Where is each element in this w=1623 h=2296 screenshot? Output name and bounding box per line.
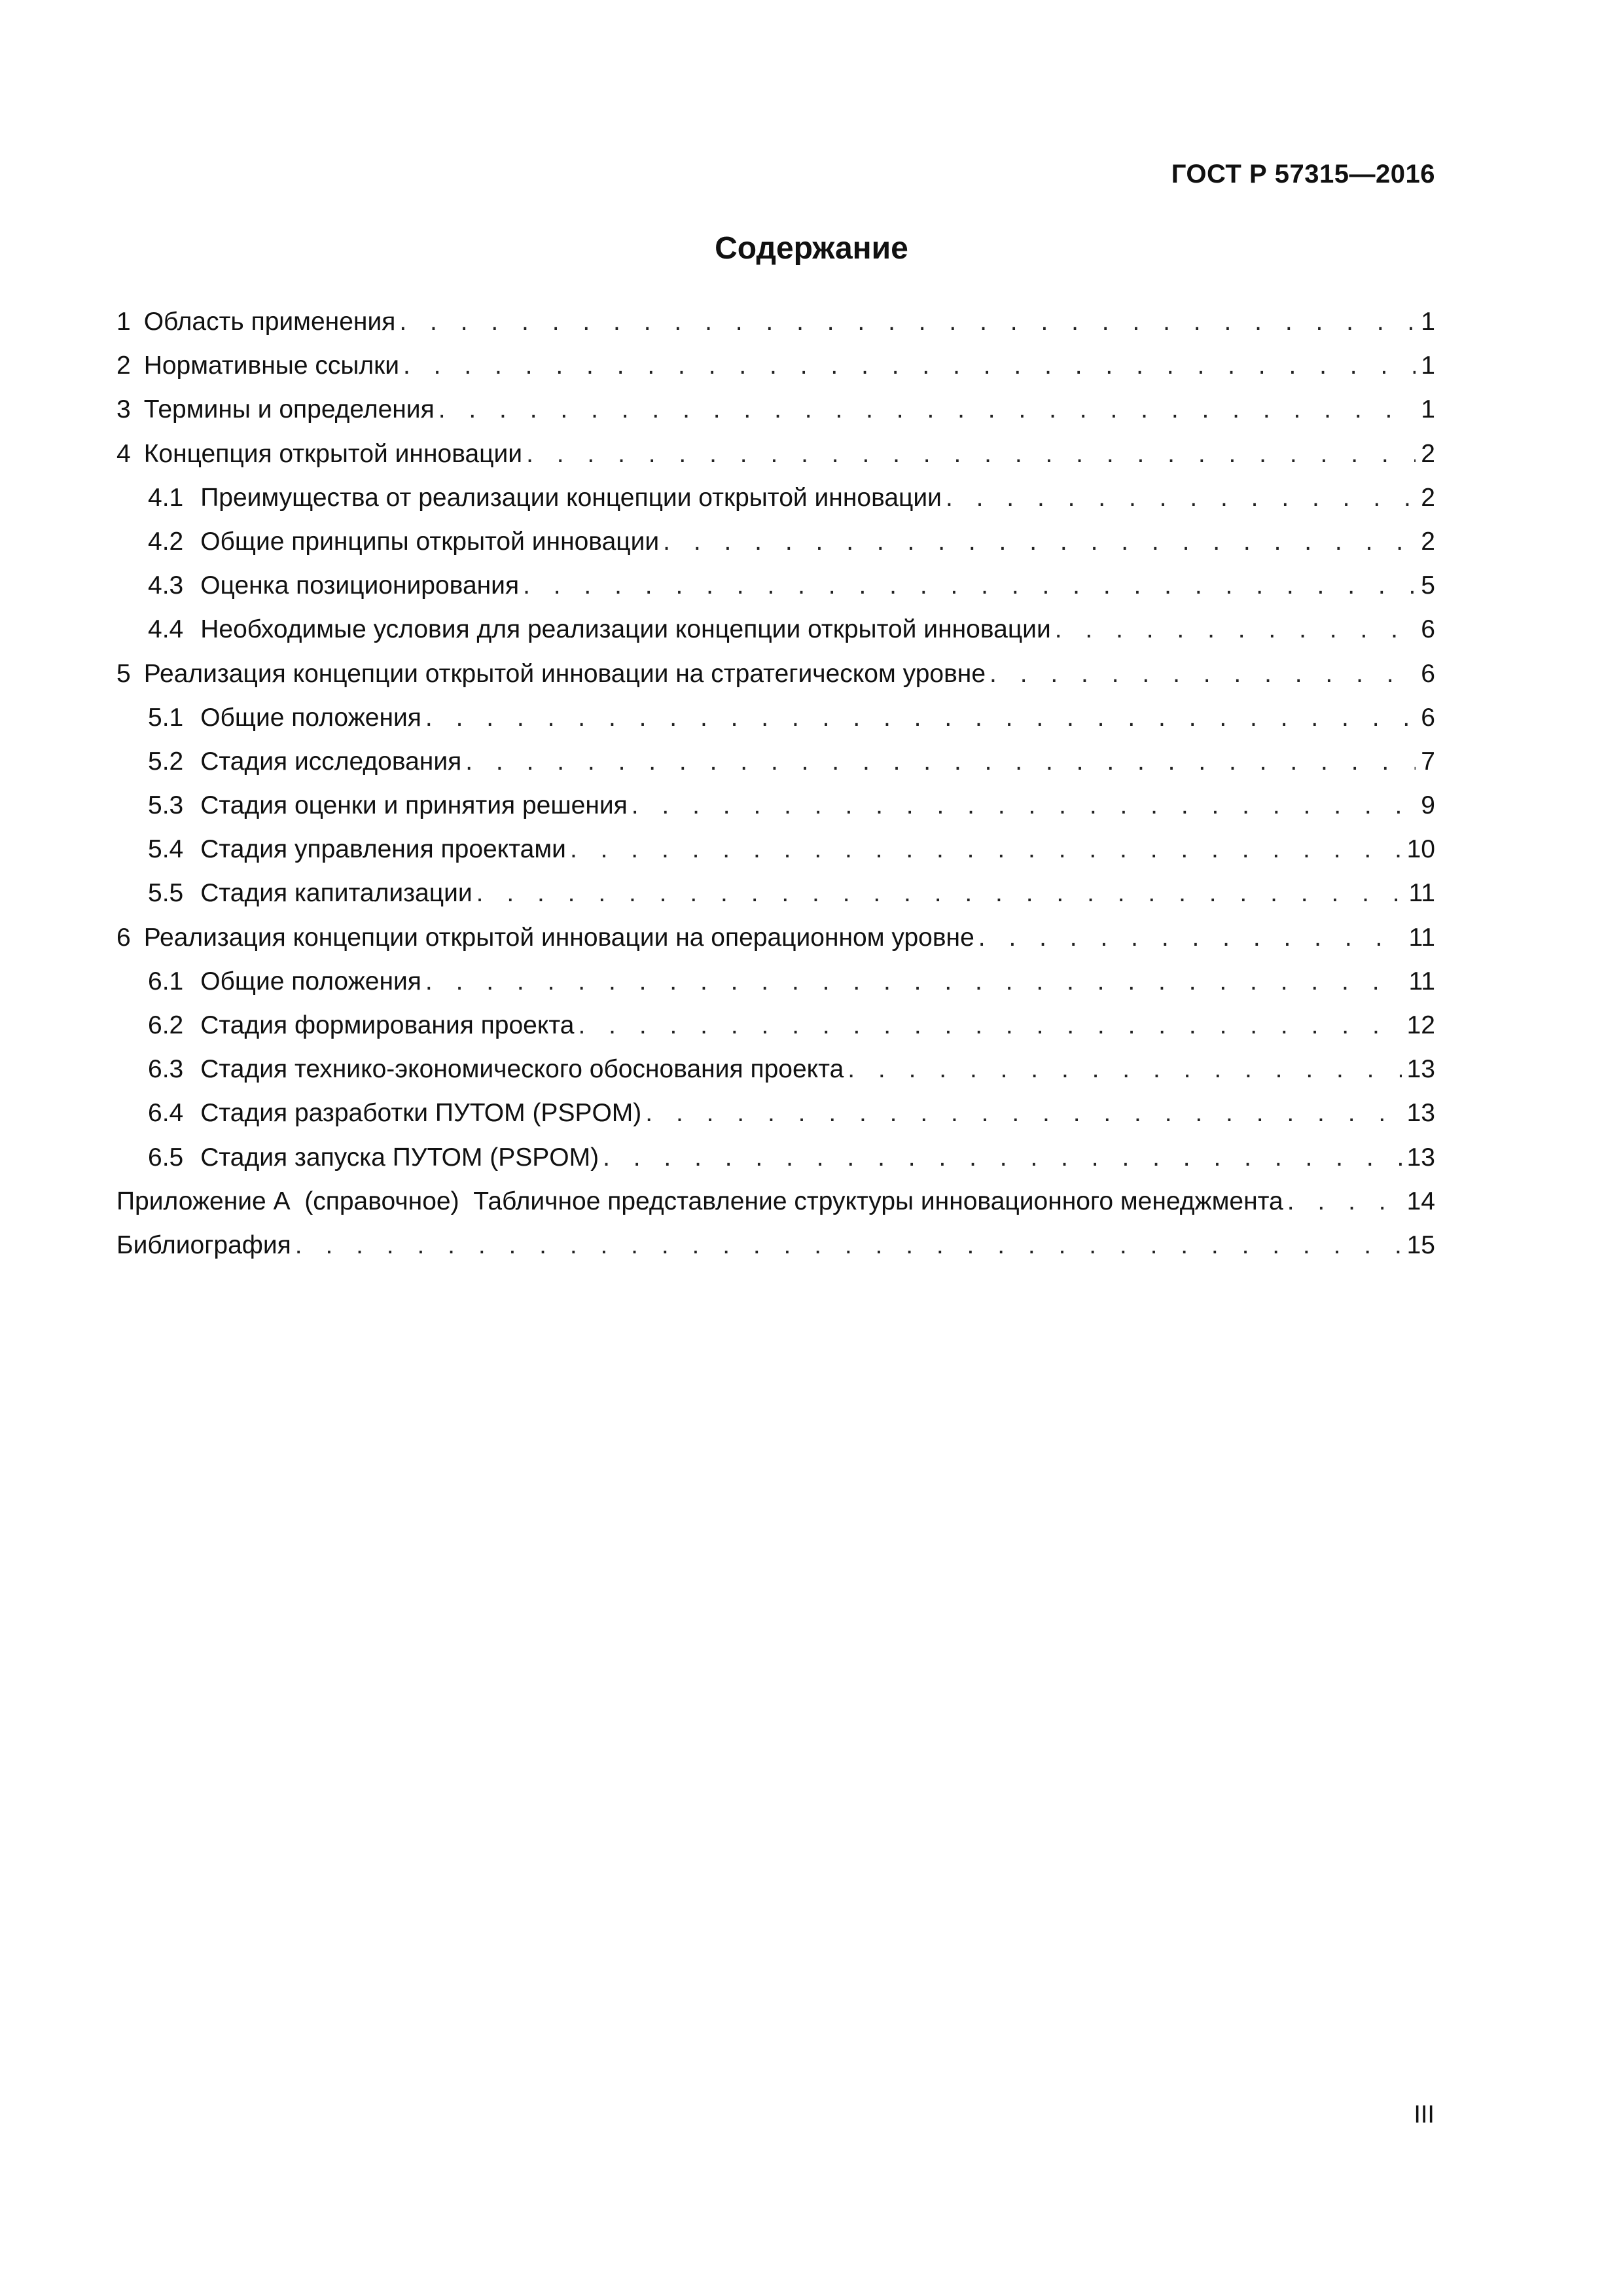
toc-entry[interactable] [116, 387, 1435, 431]
toc-entry-number: 3 [116, 395, 131, 424]
toc-entry-page: 14 [1406, 1187, 1435, 1215]
toc-entry-number: 5 [116, 659, 131, 688]
toc-entry-label: Стадия капитализации [200, 879, 473, 908]
toc-entry-label: Термины и определения [143, 395, 435, 424]
page-number: III [1414, 2101, 1435, 2128]
toc-entry-number: 4 [116, 439, 131, 468]
toc-entry-bibliography[interactable] [116, 1223, 1435, 1267]
toc-leader-dots [465, 740, 1416, 783]
toc-leader-dots [425, 960, 1404, 1003]
toc-entry[interactable] [116, 1003, 1435, 1047]
toc-entry-label: Общие положения [200, 703, 421, 732]
toc-entry-page: 2 [1421, 527, 1435, 556]
toc-entry[interactable] [116, 1047, 1435, 1091]
toc-entry[interactable] [116, 916, 1435, 960]
toc-entry-number: 6.4 [148, 1099, 184, 1128]
toc-leader-dots [663, 520, 1416, 564]
toc-entry[interactable] [116, 652, 1435, 696]
toc-entry-page: 9 [1421, 791, 1435, 820]
toc-entry-page: 1 [1421, 351, 1435, 380]
toc-entry-page: 13 [1406, 1143, 1435, 1172]
toc-entry-number: 6.3 [148, 1055, 184, 1084]
toc-entry-number: 4.1 [148, 483, 184, 512]
toc-entry-label: Область применения [143, 308, 396, 336]
toc-leader-dots [1287, 1179, 1402, 1223]
toc-leader-dots [425, 696, 1416, 740]
toc-entry-number: 6.2 [148, 1011, 184, 1039]
toc-entry[interactable] [116, 607, 1435, 651]
toc-leader-dots [645, 1091, 1401, 1135]
toc-entry-number: 5.4 [148, 835, 184, 864]
toc-entry-number: 2 [116, 351, 131, 380]
toc-entry-label: Общие принципы открытой инновации [200, 527, 660, 556]
toc-leader-dots [847, 1047, 1401, 1091]
toc-entry-appendix[interactable] [116, 1179, 1435, 1223]
toc-leader-dots [526, 432, 1416, 476]
toc-leader-dots [476, 871, 1404, 915]
toc-entry-number: 5.2 [148, 747, 184, 776]
toc-entry-page: 11 [1408, 967, 1435, 996]
toc-entry-number: 5.3 [148, 791, 184, 820]
toc-entry[interactable] [116, 476, 1435, 520]
toc-entry-page: 15 [1406, 1230, 1435, 1259]
toc-entry-label: Реализация концепции открытой инновации на стратегическом уровне [143, 659, 986, 688]
toc-entry-page: 2 [1421, 439, 1435, 468]
document-standard-header: ГОСТ Р 57315—2016 [1171, 160, 1435, 188]
toc-entry-page: 1 [1421, 308, 1435, 336]
toc-leader-dots [523, 564, 1416, 607]
toc-entry[interactable] [116, 1091, 1435, 1135]
toc-entry-page: 10 [1406, 835, 1435, 864]
toc-title: Содержание [715, 231, 908, 266]
toc-leader-dots [990, 652, 1416, 696]
toc-leader-dots [399, 300, 1416, 344]
toc-entry-label: Общие положения [200, 967, 421, 996]
toc-leader-dots [946, 476, 1416, 520]
toc-entry-label: Библиография [116, 1230, 291, 1259]
toc-entry-label: Нормативные ссылки [143, 351, 399, 380]
toc-entry-label: Приложение А (справочное) Табличное представление структуры инновационного менеджмента [116, 1187, 1283, 1215]
toc-entry-page: 5 [1421, 571, 1435, 600]
toc-entry-page: 13 [1406, 1099, 1435, 1128]
toc-leader-dots [438, 387, 1416, 431]
toc-leader-dots [603, 1136, 1402, 1179]
toc-entry-page: 2 [1421, 483, 1435, 512]
toc-entry-page: 6 [1421, 703, 1435, 732]
toc-leader-dots [632, 783, 1416, 827]
toc-entry-label: Стадия разработки ПУТОМ (PSPOM) [200, 1099, 642, 1128]
toc-entry-page: 11 [1408, 879, 1435, 908]
toc-leader-dots [403, 344, 1416, 387]
toc-entry-number: 6.1 [148, 967, 184, 996]
toc-leader-dots [295, 1223, 1402, 1267]
toc-entry-label: Стадия управления проектами [200, 835, 566, 864]
toc-entry-label: Необходимые условия для реализации концепции открытой инновации [200, 615, 1051, 644]
table-of-contents [116, 300, 1435, 1267]
toc-entry-label: Преимущества от реализации концепции открытой инновации [200, 483, 942, 512]
toc-entry[interactable] [116, 300, 1435, 344]
toc-leader-dots [579, 1003, 1402, 1047]
toc-entry-number: 4.4 [148, 615, 184, 644]
toc-entry[interactable] [116, 960, 1435, 1003]
toc-entry-page: 6 [1421, 659, 1435, 688]
toc-entry[interactable] [116, 783, 1435, 827]
toc-entry[interactable] [116, 827, 1435, 871]
toc-entry-label: Реализация концепции открытой инновации на операционном уровне [143, 923, 974, 952]
toc-entry-label: Стадия запуска ПУТОМ (PSPOM) [200, 1143, 599, 1172]
toc-entry[interactable] [116, 564, 1435, 607]
toc-entry-label: Стадия формирования проекта [200, 1011, 575, 1039]
toc-entry-number: 4.2 [148, 527, 184, 556]
toc-entry[interactable] [116, 344, 1435, 387]
toc-leader-dots [570, 827, 1402, 871]
toc-entry[interactable] [116, 432, 1435, 476]
toc-entry[interactable] [116, 520, 1435, 564]
toc-entry-label: Стадия технико-экономического обоснования проекта [200, 1055, 844, 1084]
toc-entry-page: 7 [1421, 747, 1435, 776]
toc-entry-label: Оценка позиционирования [200, 571, 520, 600]
toc-entry-number: 5.1 [148, 703, 184, 732]
toc-leader-dots [978, 916, 1404, 960]
toc-entry[interactable] [116, 1136, 1435, 1179]
toc-leader-dots [1055, 607, 1416, 651]
toc-entry-page: 13 [1406, 1055, 1435, 1084]
toc-entry-page: 11 [1408, 923, 1435, 952]
toc-entry-number: 1 [116, 308, 131, 336]
toc-entry-number: 5.5 [148, 879, 184, 908]
toc-entry-label: Стадия оценки и принятия решения [200, 791, 628, 820]
toc-entry[interactable] [116, 871, 1435, 915]
toc-entry-label: Стадия исследования [200, 747, 462, 776]
toc-entry-number: 4.3 [148, 571, 184, 600]
toc-entry[interactable] [116, 740, 1435, 783]
toc-entry-page: 1 [1421, 395, 1435, 424]
toc-entry-page: 12 [1406, 1011, 1435, 1039]
toc-entry-number: 6 [116, 923, 131, 952]
toc-entry-page: 6 [1421, 615, 1435, 644]
toc-entry[interactable] [116, 696, 1435, 740]
toc-entry-number: 6.5 [148, 1143, 184, 1172]
toc-entry-label: Концепция открытой инновации [143, 439, 523, 468]
